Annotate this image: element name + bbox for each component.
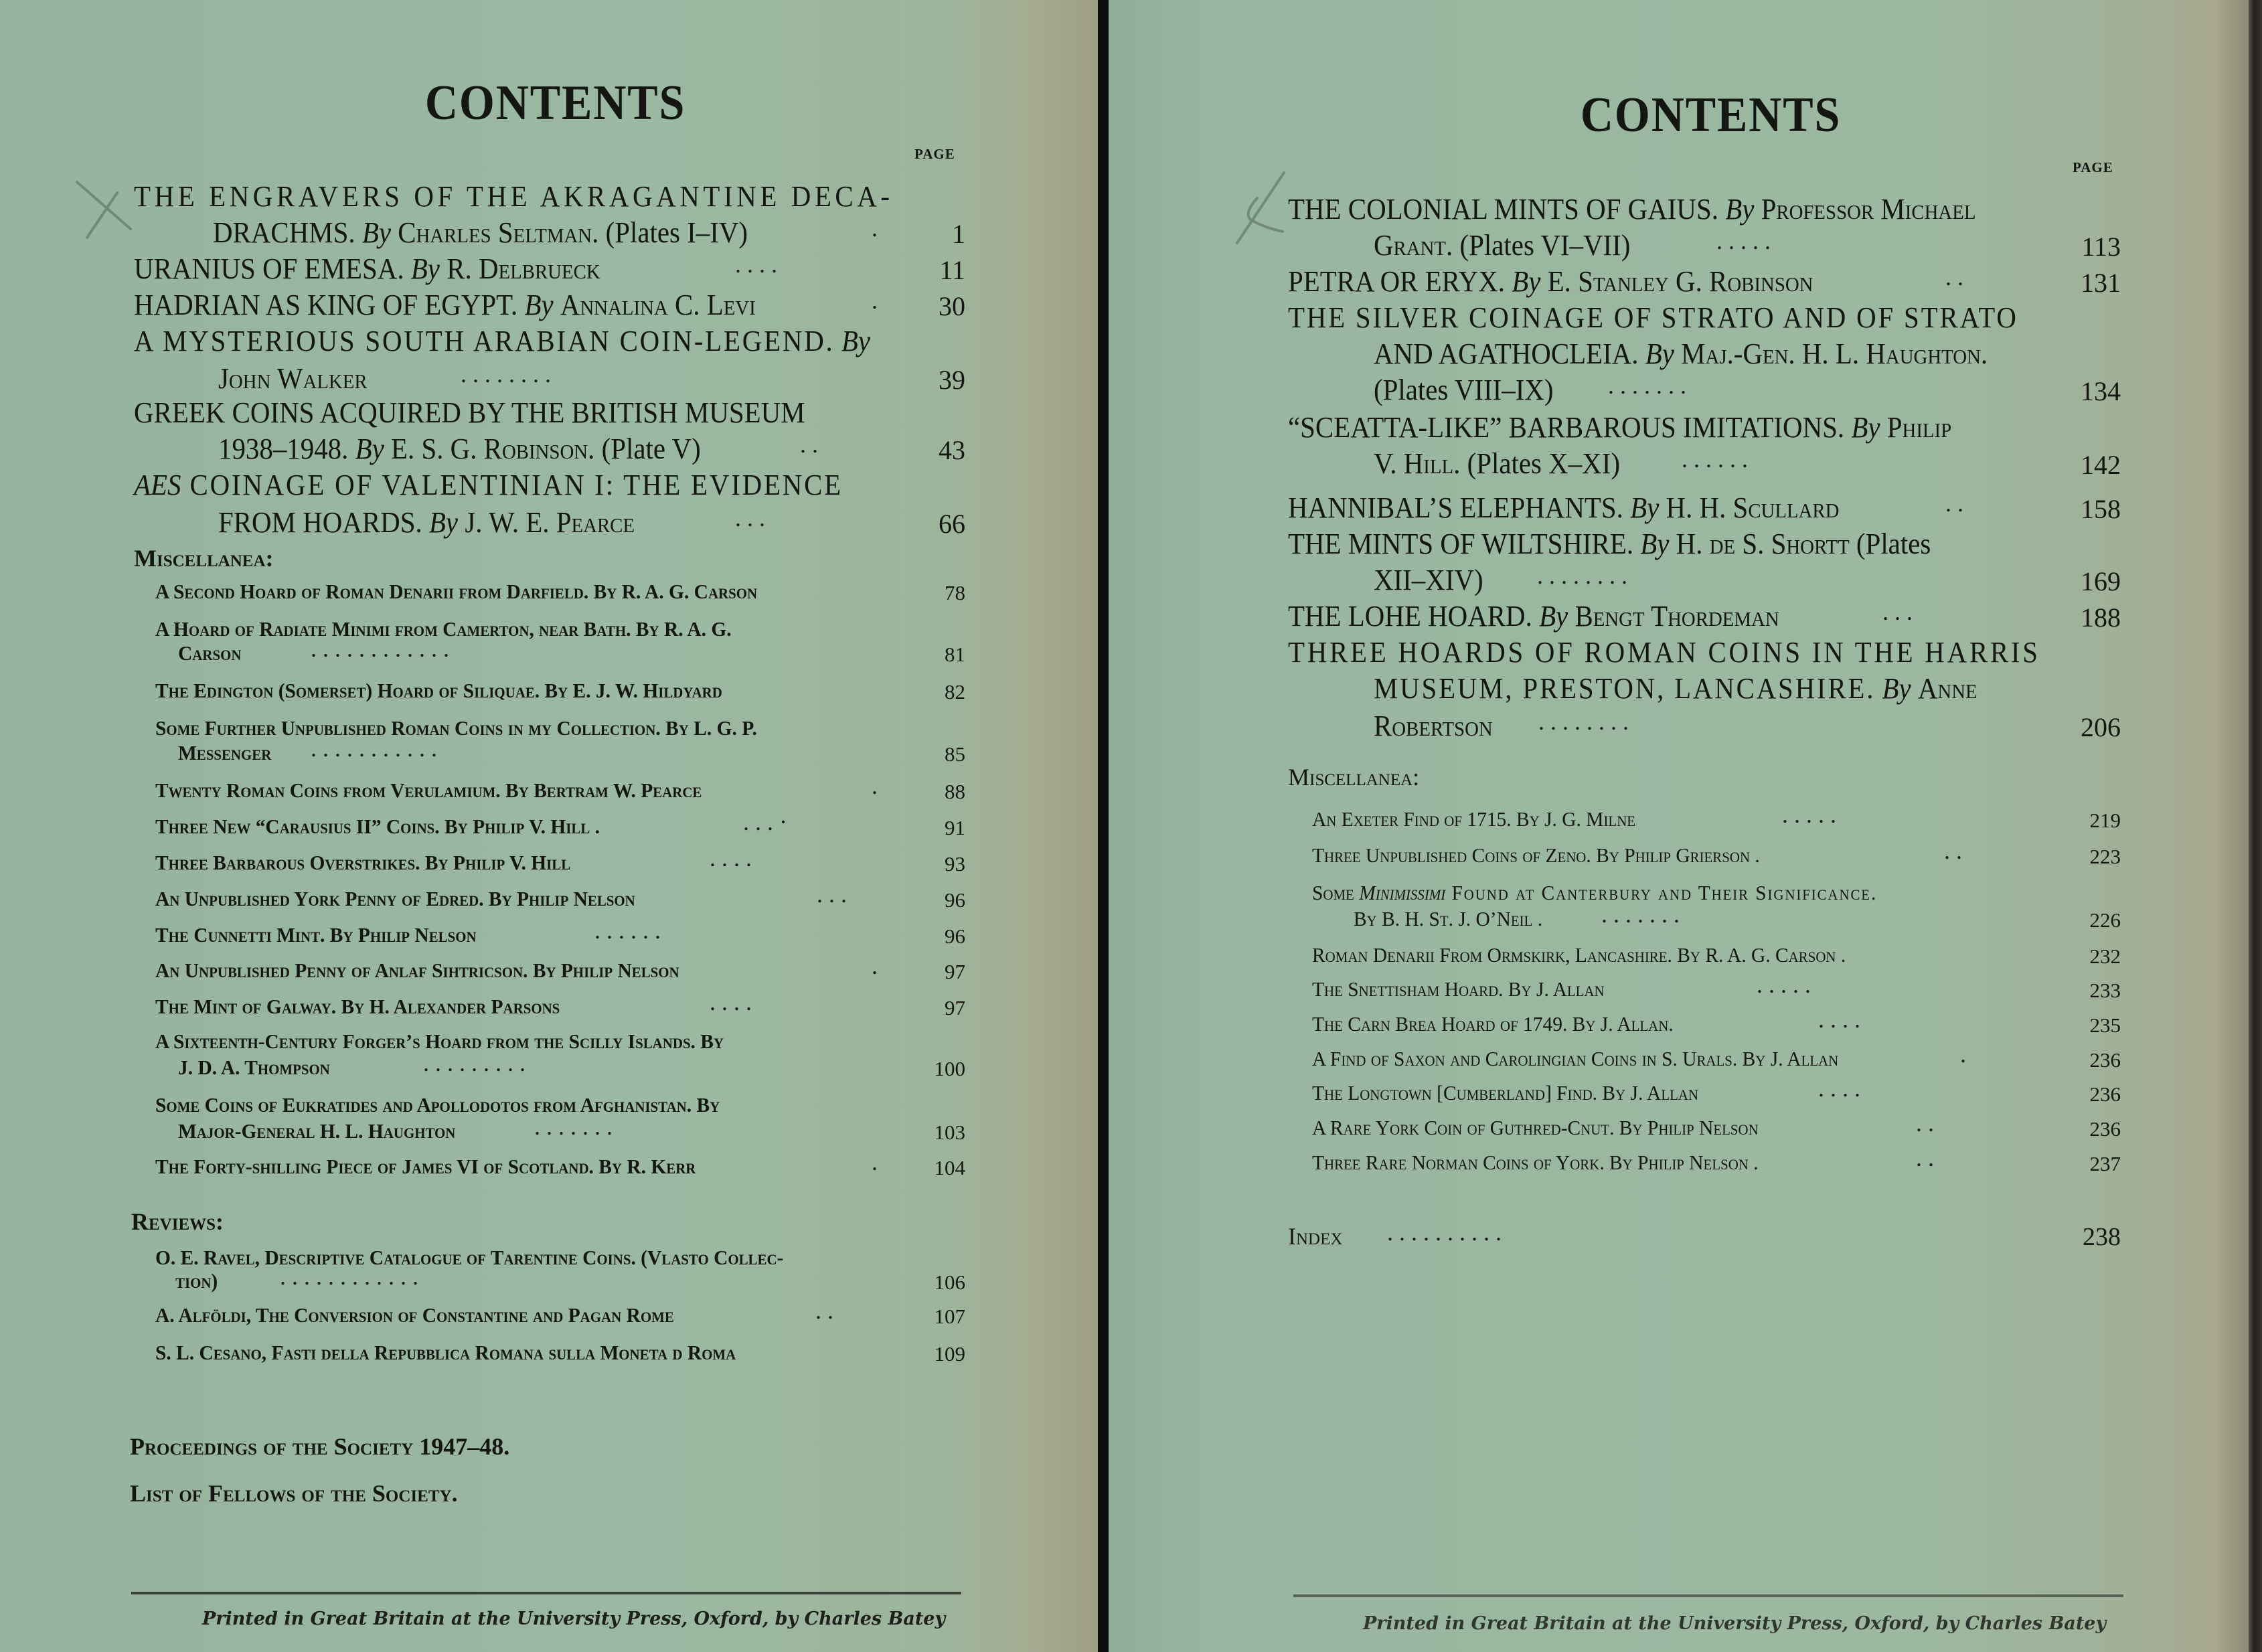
toc-entry[interactable] (134, 182, 894, 212)
toc-misc-entry[interactable]: The Forty-shilling Piece of James VI of Scotland. By R. Kerr (155, 1155, 696, 1178)
toc-entry-cont[interactable] (1374, 712, 1493, 741)
page-number: 66 (939, 509, 965, 539)
toc-entry-cont[interactable] (218, 434, 701, 464)
section-header-reviews: Reviews: (131, 1208, 224, 1235)
leader-dots: . (872, 953, 878, 979)
entry-title: FROM HOARDS. (218, 506, 422, 539)
toc-entry-cont[interactable] (1374, 566, 1483, 595)
page-number: 237 (2089, 1152, 2121, 1175)
toc-entry-cont[interactable] (213, 218, 748, 248)
page-number: 131 (2081, 268, 2121, 298)
toc-entry-cont[interactable] (218, 364, 368, 394)
entry-author: Bengt Thordeman (1574, 600, 1779, 633)
toc-misc-entry[interactable]: A Second Hoard of Roman Denarii from Darfield. By R. A. G. Carson (155, 580, 758, 603)
entry-title: THE COLONIAL MINTS OF GAIUS. (1288, 193, 1718, 226)
leader-dots: . . . (1882, 598, 1913, 625)
leader-dots: . . (1945, 264, 1963, 291)
entry-by: By (1640, 527, 1670, 560)
entry-title: THE LOHE HOARD. (1288, 600, 1532, 633)
toc-entry[interactable] (1288, 267, 1813, 297)
page-number: 81 (945, 643, 965, 666)
fellows-entry[interactable]: List of Fellows of the Society. (130, 1480, 458, 1507)
entry-text: Some (1312, 881, 1360, 904)
page-number: 236 (2089, 1117, 2121, 1141)
entry-author: Annalina C. Levi (560, 288, 756, 321)
entry-text-italic: Minimissimi (1359, 881, 1446, 904)
entry-title: THE SILVER COINAGE OF STRATO AND OF STRATO (1288, 301, 2018, 334)
leader-dots: . . . . . . . . . . . . (311, 635, 449, 662)
entry-plates: (Plate V) (601, 432, 701, 465)
leader-dots: . . . . . . . . . . . (311, 735, 437, 762)
leader-dots: . . . . . (1757, 971, 1811, 998)
leader-dots: . . (800, 431, 818, 458)
entry-author: Professor Michael (1761, 193, 1976, 226)
section-header-miscellanea: Miscellanea: (1288, 764, 1420, 791)
page-number: 169 (2081, 566, 2121, 596)
entry-plates: (Plates VIII–IX) (1374, 374, 1554, 406)
toc-misc-entry-cont: Messenger (178, 741, 272, 764)
entry-title: HADRIAN AS KING OF EGYPT. (134, 288, 518, 321)
entry-author: E. Stanley G. Robinson (1547, 265, 1813, 298)
entry-by: By (524, 288, 554, 321)
footer-rule (1293, 1594, 2123, 1597)
page-number: 103 (934, 1121, 965, 1144)
page-number: 238 (2083, 1223, 2121, 1251)
entry-by: By (1725, 193, 1755, 226)
page-number: 109 (934, 1342, 965, 1366)
toc-misc-entry[interactable]: The Carn Brea Hoard of 1749. By J. Allan. (1312, 1012, 1674, 1036)
section-header-miscellanea: Miscellanea: (134, 545, 274, 572)
leader-dots: . (1960, 1041, 1966, 1068)
toc-entry-cont[interactable] (218, 508, 635, 538)
book-spine-gutter (1098, 0, 1109, 1652)
page-number: 223 (2089, 845, 2121, 868)
entry-title-italic: AES (134, 469, 181, 501)
leader-dots: . (872, 287, 878, 314)
leader-dots: . . . . (710, 989, 752, 1015)
entry-title: “SCEATTA-LIKE” BARBAROUS IMITATIONS. (1288, 411, 1845, 444)
toc-misc-entry[interactable]: Some Coins of Eukratides and Apollodotos from Afghanistan. By (155, 1093, 720, 1117)
leader-dots: . . . . . (1716, 228, 1771, 254)
entry-author: R. Delbrueck (447, 252, 600, 285)
toc-misc-entry[interactable]: Some Further Unpublished Roman Coins in my Collection. By L. G. P. (155, 716, 757, 740)
entry-by: By (355, 432, 384, 465)
toc-entry[interactable] (1288, 413, 1951, 442)
entry-author: H. H. Scullard (1666, 491, 1840, 524)
leader-dots: . . . . . . . . . . . . (280, 1263, 418, 1290)
page-number: 113 (2081, 232, 2121, 262)
page-number: 11 (939, 255, 965, 285)
entry-plates: XII–XIV) (1374, 564, 1483, 596)
toc-misc-entry[interactable]: The Cunnetti Mint. By Philip Nelson (155, 923, 477, 946)
pencil-check-mark-icon (1224, 166, 1297, 246)
entry-author: Maj.-Gen. H. L. Haughton. (1681, 337, 1988, 370)
toc-entry[interactable] (134, 254, 600, 284)
entry-by: By (841, 325, 870, 357)
leader-dots: . . . (817, 881, 847, 908)
toc-misc-entry[interactable]: Three New “Carausius II” Coins. By Philip V. Hill . (155, 815, 600, 838)
page-number: 232 (2089, 944, 2121, 968)
toc-misc-entry[interactable]: The Mint of Galway. By H. Alexander Parsons (155, 995, 560, 1018)
pencil-x-mark-icon (64, 174, 137, 241)
toc-review-entry[interactable]: A. Alföldi, The Conversion of Constantine and Pagan Rome (155, 1303, 674, 1327)
page-number: 235 (2089, 1013, 2121, 1037)
entry-author: H. de S. Shortt (1676, 527, 1850, 560)
leader-dots: . . . . . . . . . (423, 1050, 526, 1076)
toc-entry[interactable] (1288, 602, 1779, 631)
entry-by: By (410, 252, 440, 285)
toc-entry[interactable] (1288, 493, 1839, 523)
toc-misc-entry[interactable]: A Sixteenth-Century Forger’s Hoard from the Scilly Islands. By (155, 1029, 724, 1053)
toc-entry[interactable] (134, 327, 870, 356)
entry-author: Philip (1886, 411, 1952, 444)
page-number: 1 (952, 219, 965, 249)
page-number: 43 (939, 435, 965, 465)
page-edge-shadow (2249, 0, 2262, 1652)
page-number: 93 (945, 852, 965, 876)
leader-dots: . . . . (735, 251, 777, 278)
page-column-label: PAGE (2073, 159, 2113, 175)
entry-title: HANNIBAL’S ELEPHANTS. (1288, 491, 1623, 524)
entry-title: GREEK COINS ACQUIRED BY THE BRITISH MUSEUM (134, 396, 805, 429)
page-number: 78 (945, 581, 965, 604)
entry-by: By (1851, 411, 1880, 444)
entry-author: John Walker (218, 362, 368, 395)
toc-misc-entry-cont: Major-General H. L. Haughton (178, 1119, 456, 1143)
page-number: 106 (934, 1270, 965, 1294)
entry-author: E. S. G. Robinson. (390, 432, 595, 465)
leader-dots: . . (1916, 1145, 1934, 1171)
leader-dots: . . . . (1818, 1075, 1860, 1102)
page-number: 39 (939, 365, 965, 395)
entry-author: Anne (1917, 672, 1977, 705)
toc-misc-entry[interactable]: Three Rare Norman Coins of York. By Philip Nelson . (1312, 1151, 1759, 1174)
entry-title: THE ENGRAVERS OF THE AKRAGANTINE DECA- (134, 180, 894, 213)
toc-entry-cont[interactable] (1374, 376, 1554, 405)
entry-plates: (Plates I–IV) (605, 216, 748, 249)
entry-title: PETRA OR ERYX. (1288, 265, 1506, 298)
page-number: 142 (2081, 450, 2121, 480)
page-number: 236 (2089, 1048, 2121, 1072)
page-number: 88 (945, 780, 965, 803)
printer-imprint: Printed in Great Britain at the University Press, Oxford, by Charles Batey (202, 1608, 946, 1629)
entry-plates: (Plates X–XI) (1467, 447, 1620, 480)
page-number: 236 (2089, 1082, 2121, 1106)
page-number: 91 (945, 816, 965, 839)
leader-dots: . . (1916, 1110, 1934, 1137)
toc-review-entry-cont: tion) (175, 1269, 218, 1293)
toc-misc-entry[interactable]: An Exeter Find of 1715. By J. G. Milne (1312, 807, 1636, 831)
toc-misc-entry[interactable]: Roman Denarii From Ormskirk, Lancashire. By R. A. G. Carson . (1312, 943, 1846, 967)
toc-misc-entry[interactable]: The Longtown [Cumberland] Find. By J. Allan (1312, 1081, 1699, 1104)
toc-misc-entry[interactable]: The Edington (Somerset) Hoard of Siliquae. By E. J. W. Hildyard (155, 679, 722, 702)
entry-title: DRACHMS. (213, 216, 355, 249)
toc-misc-entry[interactable]: An Unpublished York Penny of Edred. By Philip Nelson (155, 887, 635, 910)
toc-entry[interactable] (134, 288, 756, 321)
page-number: 107 (934, 1305, 965, 1328)
page-number: 100 (934, 1057, 965, 1080)
proceedings-entry[interactable]: Proceedings of the Society 1947–48. (130, 1433, 510, 1460)
toc-misc-entry[interactable] (1312, 882, 1877, 903)
leader-dots: . . . . . . . (1608, 372, 1686, 399)
page-number: 158 (2081, 494, 2121, 524)
toc-review-entry[interactable]: S. L. Cesano, Fasti della Repubblica Romana sulla Moneta d Roma (155, 1341, 736, 1364)
toc-entry-cont[interactable] (1374, 674, 1977, 704)
leader-dots: . (872, 1149, 878, 1175)
leader-dots: . . . (735, 505, 765, 531)
entry-plates: (Plates (1856, 527, 1931, 560)
entry-title: A MYSTERIOUS SOUTH ARABIAN COIN-LEGEND. (134, 325, 835, 357)
page-number: 104 (934, 1156, 965, 1179)
toc-misc-entry[interactable]: A Rare York Coin of Guthred-Cnut. By Philip Nelson (1312, 1116, 1759, 1139)
contents-title: CONTENTS (1580, 88, 1842, 143)
page-number: 188 (2081, 602, 2121, 633)
page-number: 226 (2089, 908, 2121, 932)
leader-dots: . . . . . . . . (461, 361, 551, 388)
toc-entry[interactable] (1288, 303, 2018, 333)
leader-dots: . . . . . . . . (1538, 708, 1629, 735)
entry-by: By (1539, 600, 1568, 633)
toc-misc-entry[interactable]: An Unpublished Penny of Anlaf Sihtricson. By Philip Nelson (155, 959, 679, 982)
toc-misc-entry[interactable]: Twenty Roman Coins from Verulamium. By Bertram W. Pearce (155, 778, 702, 802)
entry-by: By (361, 216, 392, 249)
left-page (0, 0, 1098, 1652)
toc-entry-cont[interactable] (1374, 449, 1620, 479)
entry-author: V. Hill. (1374, 447, 1461, 480)
leader-dots: . (872, 215, 878, 242)
page-number: 97 (945, 960, 965, 983)
toc-misc-entry[interactable]: Three Barbarous Overstrikes. By Philip V. Hill (155, 851, 571, 874)
toc-entry[interactable] (134, 398, 805, 428)
page-number: 96 (945, 924, 965, 948)
leader-dots: . . (1945, 490, 1963, 517)
contents-title: CONTENTS (424, 76, 686, 131)
leader-dots: . . (1944, 837, 1962, 864)
entry-title: URANIUS OF EMESA. (134, 252, 404, 285)
leader-dots: . . . . . . (1682, 446, 1748, 473)
entry-title: MUSEUM, PRESTON, LANCASHIRE. (1374, 672, 1876, 705)
page-number: 96 (945, 888, 965, 912)
entry-title: COINAGE OF VALENTINIAN I: THE EVIDENCE (181, 469, 843, 501)
entry-title: THE MINTS OF WILTSHIRE. (1288, 527, 1634, 560)
entry-author: Grant. (1374, 229, 1453, 262)
page-number: 97 (945, 996, 965, 1019)
leader-dots: . . . . (1818, 1006, 1860, 1033)
page-number: 82 (945, 680, 965, 704)
entry-by: By (1882, 672, 1911, 705)
leader-dots: . . . . . . . (1601, 901, 1680, 928)
toc-misc-entry[interactable]: Three Unpublished Coins of Zeno. By Philip Grierson . (1312, 843, 1760, 867)
leader-dots: . . (815, 1297, 833, 1324)
entry-author: Charles Seltman. (398, 216, 599, 249)
entry-by: By (1630, 491, 1660, 524)
entry-text: Found at Canterbury and Their Significance. (1445, 881, 1878, 904)
page-number: 85 (945, 742, 965, 766)
toc-misc-entry-cont: By B. H. St. J. O’Neil . (1354, 907, 1543, 930)
toc-entry[interactable] (1288, 529, 1931, 559)
toc-misc-entry-cont: J. D. A. Thompson (178, 1056, 330, 1079)
toc-misc-entry-cont: Carson (178, 641, 242, 665)
index-entry[interactable]: Index (1288, 1223, 1343, 1250)
right-page (1109, 0, 2249, 1652)
page-number: 206 (2081, 712, 2121, 742)
entry-title: 1938–1948. (218, 432, 349, 465)
page-number: 134 (2081, 376, 2121, 406)
page-number: 219 (2089, 809, 2121, 832)
footer-rule (131, 1592, 961, 1594)
leader-dots: . (872, 772, 878, 799)
toc-entry-cont[interactable] (1374, 339, 1988, 369)
entry-title: AND AGATHOCLEIA. (1374, 337, 1639, 370)
leader-dots: . . . · (743, 809, 787, 835)
entry-author: J. W. E. Pearce (465, 506, 635, 539)
toc-misc-entry[interactable]: A Hoard of Radiate Minimi from Camerton, near Bath. By R. A. G. (155, 617, 732, 641)
toc-review-entry[interactable]: O. E. Ravel, Descriptive Catalogue of Tarentine Coins. (Vlasto Collec- (155, 1246, 784, 1269)
leader-dots: . . . . . . . . . . (1387, 1219, 1502, 1246)
leader-dots: . . . . (710, 845, 752, 872)
entry-by: By (1512, 265, 1541, 298)
entry-title: THREE HOARDS OF ROMAN COINS IN THE HARRIS (1288, 636, 2040, 669)
leader-dots: . . . . . (1782, 801, 1836, 828)
leader-dots: . . . . . . . (534, 1113, 613, 1140)
entry-by: By (1645, 337, 1674, 370)
toc-entry-cont[interactable] (1374, 231, 1630, 260)
toc-entry[interactable] (1288, 195, 1975, 224)
entry-by: By (428, 506, 459, 539)
page-number: 30 (939, 291, 965, 321)
leader-dots: . . . . . . (594, 917, 661, 944)
leader-dots: . . . . . . . . (1537, 562, 1627, 589)
toc-entry[interactable] (1288, 638, 2040, 667)
toc-misc-entry[interactable]: A Find of Saxon and Carolingian Coins in S. Urals. By J. Allan (1312, 1047, 1839, 1070)
printer-imprint: Printed in Great Britain at the University Press, Oxford, by Charles Batey (1363, 1613, 2107, 1634)
page-column-label: PAGE (914, 146, 955, 162)
toc-misc-entry[interactable]: The Snettisham Hoard. By J. Allan (1312, 977, 1605, 1001)
entry-plates: (Plates VI–VII) (1459, 229, 1631, 262)
entry-author: Robertson (1374, 710, 1493, 742)
page-number: 233 (2089, 979, 2121, 1002)
toc-entry[interactable] (134, 471, 843, 500)
